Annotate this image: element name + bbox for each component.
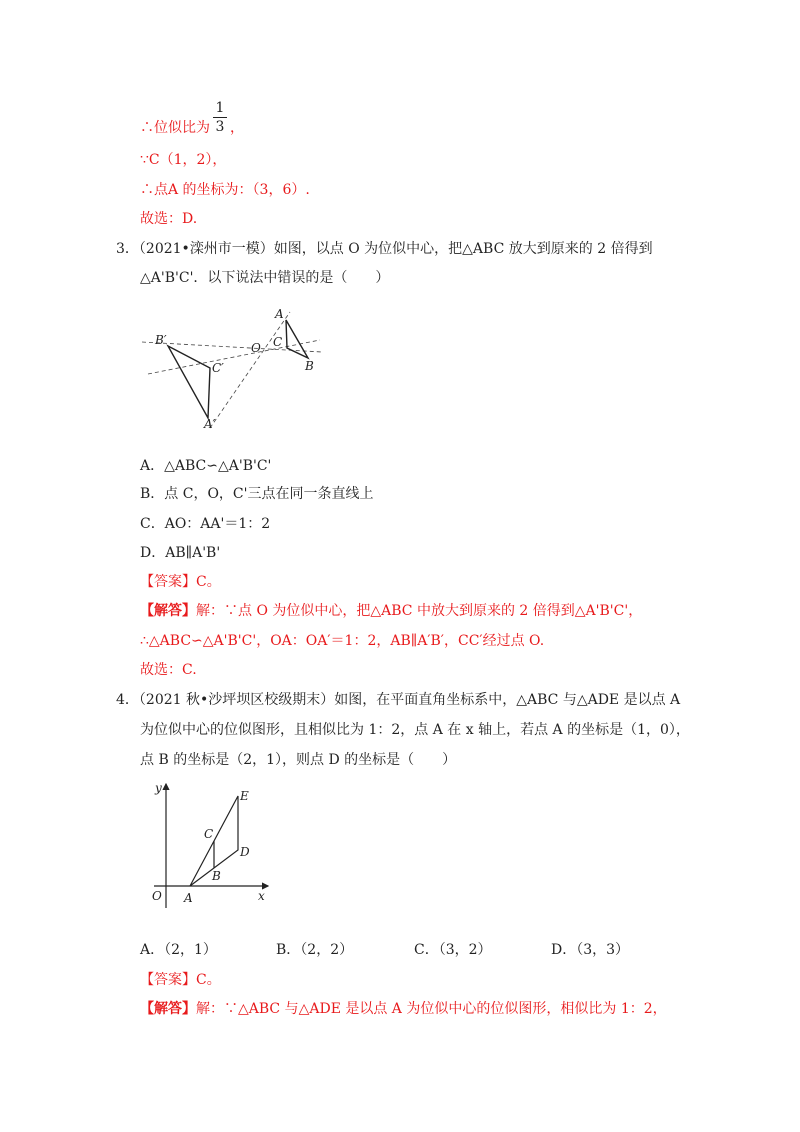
ratio-prefix: ∴位似比为 (140, 120, 210, 136)
q3-analysis-line1 (140, 601, 642, 621)
q3-stem-line1: 3．（2021•滦州市一模）如图，以点 O 为位似中心，把△ABC 放大到原来的 2 倍得到 (116, 241, 653, 257)
q3-label-c: C (273, 335, 283, 349)
choose-line-prev: 故选：D. (140, 211, 198, 227)
q4-stem-line2: 为位似中心的位似图形，且相似比为 1：2，点 A 在 x 轴上，若点 A 的坐标是（1，0）， (140, 722, 690, 738)
c-coordinate-line: ∵C（1，2）， (140, 152, 227, 168)
q4-stem-line3: 点 B 的坐标是（2，1），则点 D 的坐标是（ ） (140, 752, 457, 768)
q4-answer: 【答案】C。 (140, 972, 221, 988)
q3-analysis-tag: 【解答】 (140, 603, 196, 619)
q4-option-c: C．（3，2） (414, 942, 492, 958)
q3-analysis-text1: 解：∵点 O 为位似中心，把△ABC 中放大到原来的 2 倍得到△A'B'C'， (196, 603, 643, 619)
ratio-line (140, 118, 244, 138)
q4-stem-line1: 4．（2021 秋•沙坪坝区校级期末）如图，在平面直角坐标系中，△ABC 与△ADE 是以点 A (116, 692, 681, 708)
a-coordinate-line: ∴点A 的坐标为：（3，6）. (140, 182, 310, 198)
q3-answer: 【答案】C。 (140, 574, 221, 590)
q3-option-a: A．△ABC∽△A'B'C' (140, 458, 272, 474)
q3-stem-line2: △A'B'C'．以下说法中错误的是（ ） (140, 270, 390, 286)
q4-analysis-tag: 【解答】 (140, 1001, 196, 1017)
q4-label-b: B (212, 869, 221, 883)
fraction-numerator: 1 (215, 100, 225, 116)
q3-label-o: O (251, 341, 261, 355)
q3-figure (140, 300, 340, 430)
q4-label-c: C (204, 827, 214, 841)
q3-label-bprime: B′ (155, 333, 167, 347)
q4-option-a: A．（2，1） (140, 942, 217, 958)
q3-option-d: D．AB∥A'B' (140, 545, 221, 561)
q4-label-y: y (155, 781, 162, 795)
q4-label-x: x (258, 889, 265, 903)
q4-option-d: D．（3，3） (551, 942, 630, 958)
q4-label-d: D (240, 845, 250, 859)
q3-analysis-line2: ∴△ABC∽△A'B'C'，OA：OA′＝1：2，AB∥A′B′，CC′经过点 O. (140, 633, 545, 649)
q4-label-o: O (152, 889, 162, 903)
q4-analysis-line1 (140, 999, 667, 1019)
q4-label-e: E (240, 789, 249, 803)
fraction-denominator: 3 (215, 119, 225, 135)
q4-option-b: B．（2，2） (276, 942, 354, 958)
q4-analysis-text1: 解：∵△ABC 与△ADE 是以点 A 为位似中心的位似图形，相似比为 1：2， (196, 1001, 667, 1017)
ratio-suffix: ， (230, 120, 244, 136)
q3-option-c: C．AO：AA'＝1：2 (140, 516, 271, 532)
q3-label-aprime: A′ (204, 417, 216, 430)
ratio-fraction (213, 100, 227, 135)
q4-figure (144, 778, 284, 913)
fraction-bar (213, 117, 227, 118)
q3-label-cprime: C′ (212, 361, 224, 375)
q3-choose: 故选：C. (140, 662, 197, 678)
q3-option-b: B．点 C，O，C'三点在同一条直线上 (140, 486, 374, 502)
q4-label-a: A (184, 891, 193, 905)
q3-label-a: A (275, 307, 284, 321)
q3-label-b: B (305, 359, 314, 373)
